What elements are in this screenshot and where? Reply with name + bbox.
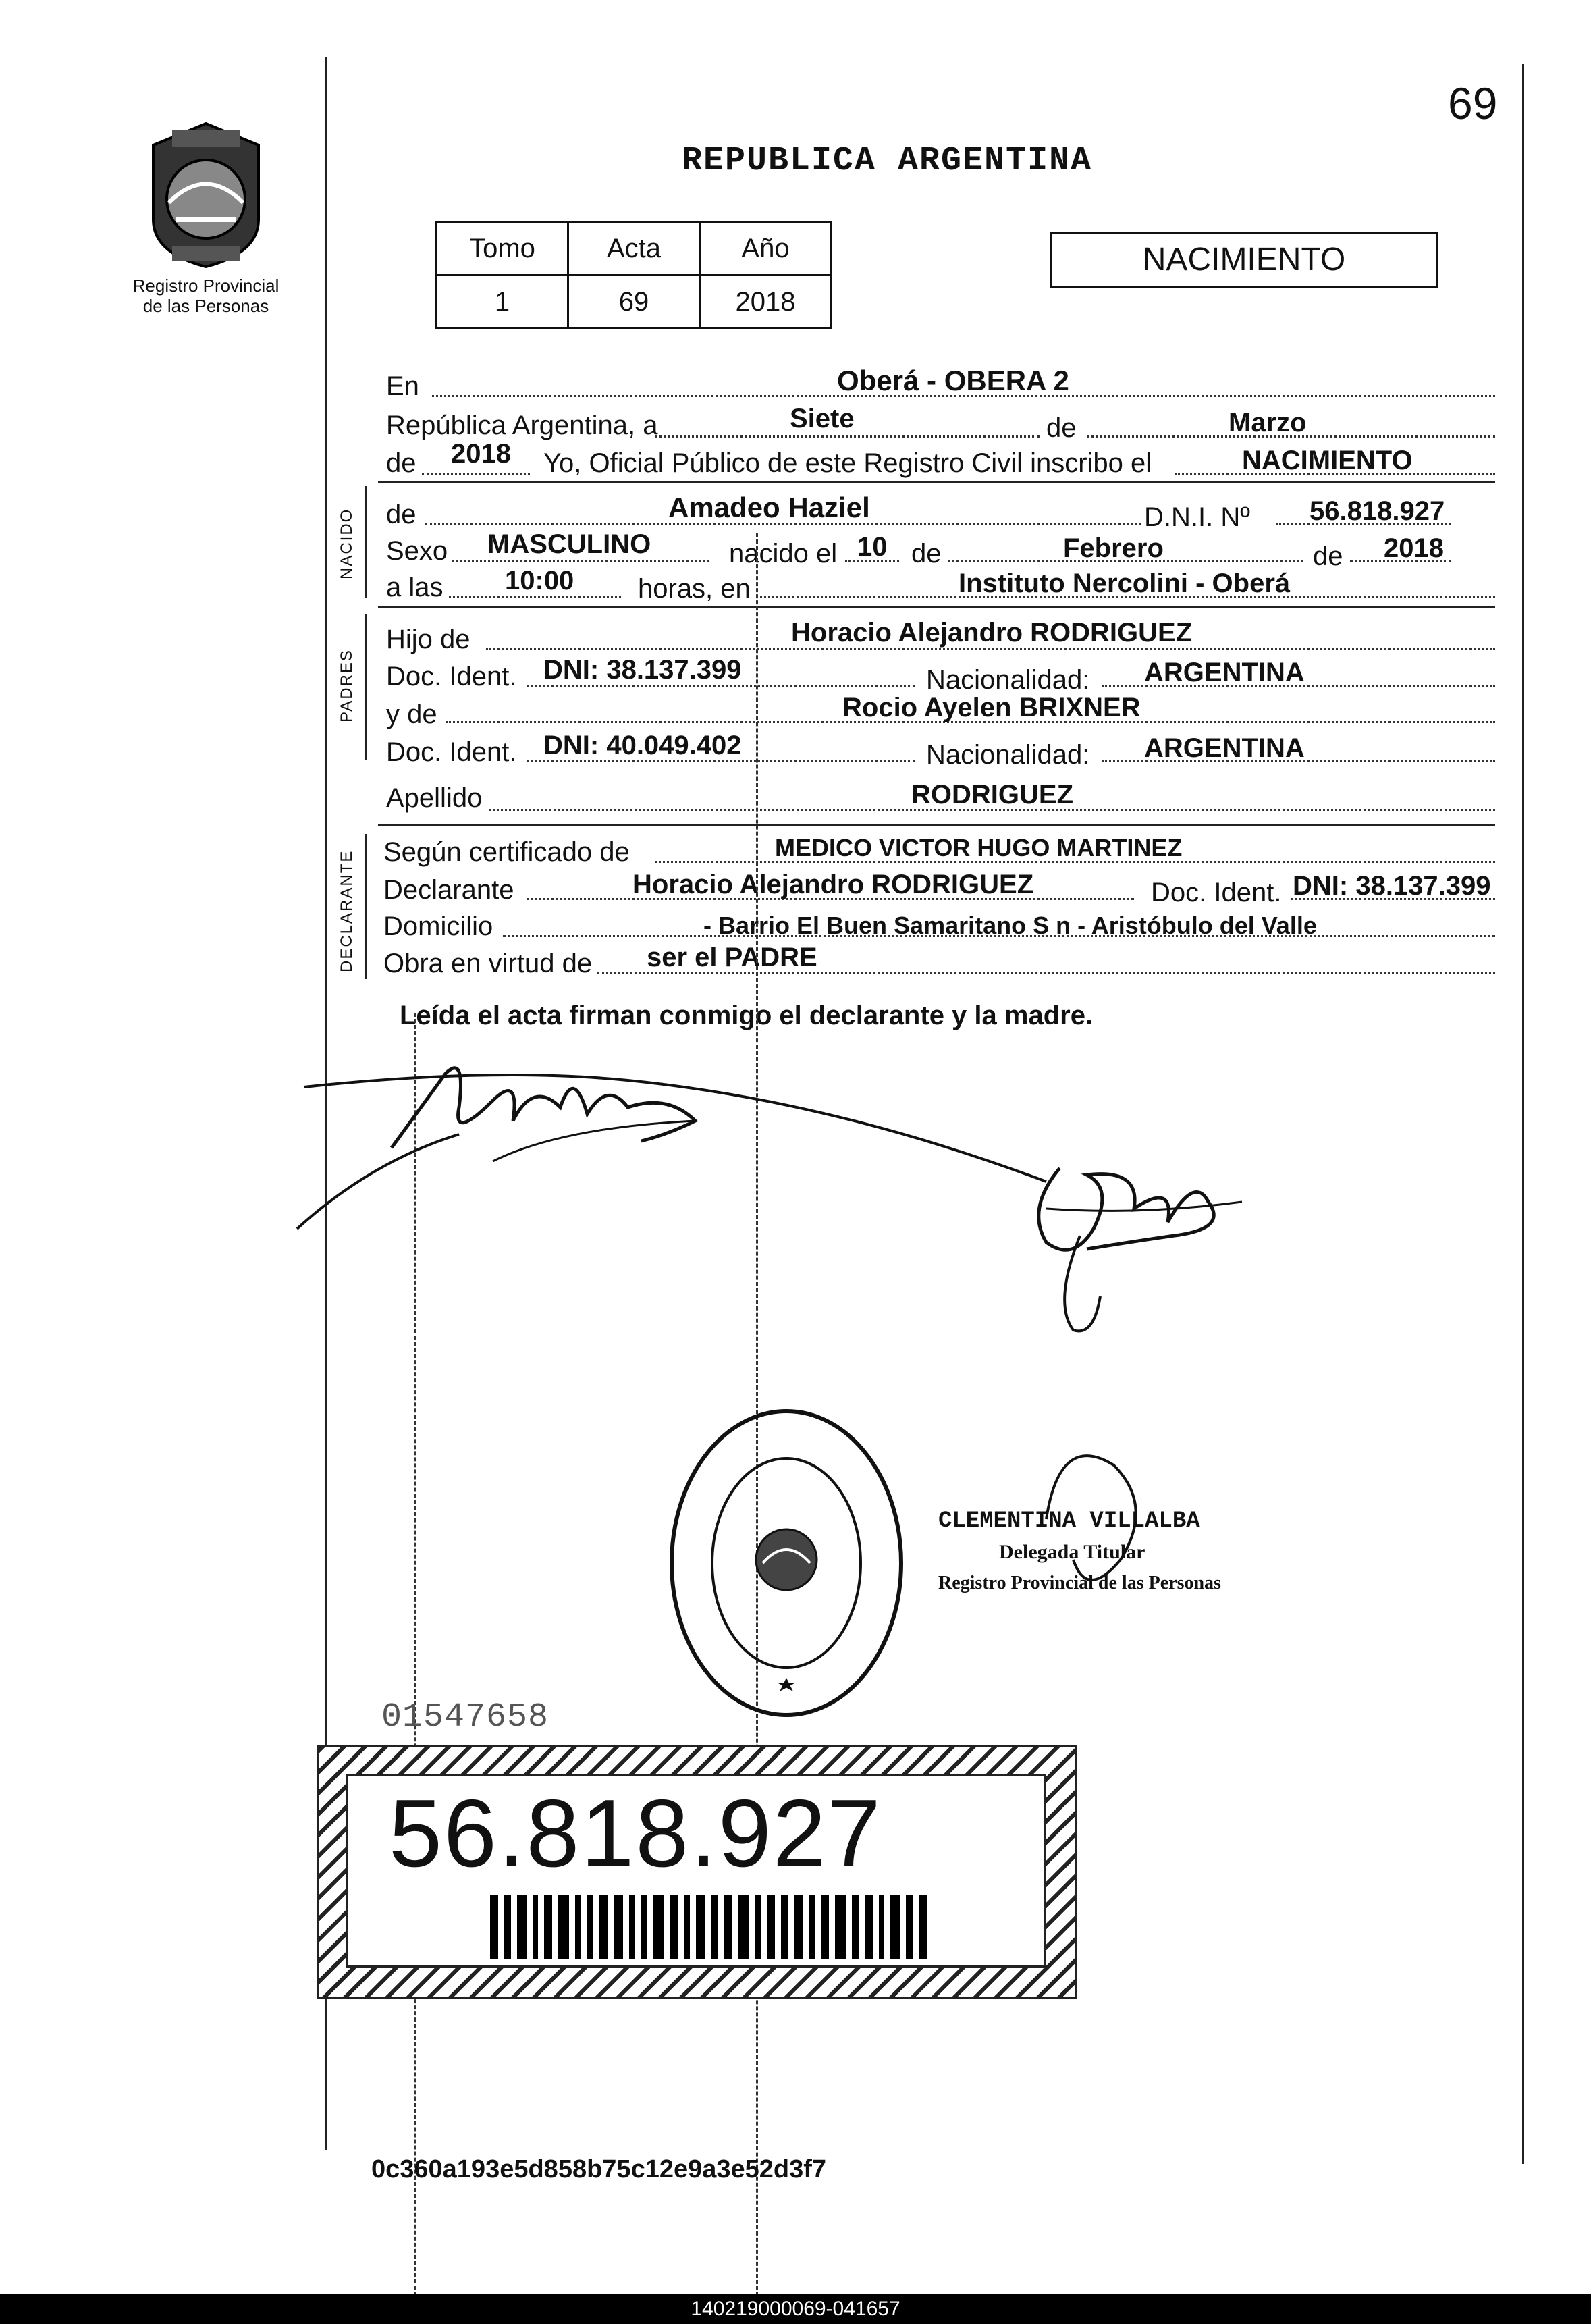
country-title: REPUBLICA ARGENTINA <box>682 142 1093 180</box>
label-hijo-de: Hijo de <box>386 625 470 654</box>
value-dia-nac: 10 <box>857 532 888 562</box>
dots-dia <box>655 435 1040 438</box>
header-acta: Acta <box>568 222 700 275</box>
rule-after-apellido <box>378 824 1495 826</box>
value-padre-nac: ARGENTINA <box>1144 658 1305 687</box>
value-padre: Horacio Alejandro RODRIGUEZ <box>791 618 1193 648</box>
value-virtud: ser el PADRE <box>647 943 817 972</box>
label-doc-ident-padre: Doc. Ident. <box>386 662 517 691</box>
footer-code: 140219000069-041657 <box>691 2298 900 2320</box>
official-office: Registro Provincial de las Personas <box>938 1573 1221 1593</box>
rule-after-nacido <box>378 606 1495 608</box>
value-anio: 2018 <box>700 275 832 329</box>
label-de-nacido: de <box>386 500 416 529</box>
rule-after-header <box>378 481 1495 483</box>
label-de-anio: de <box>386 448 416 478</box>
logo-caption-line2: de las Personas <box>142 296 269 316</box>
footer-bar <box>0 2294 1591 2324</box>
label-a-las: a las <box>386 573 443 602</box>
label-segun-certificado: Según certificado de <box>383 837 630 867</box>
registry-table <box>435 221 832 329</box>
label-en: En <box>386 371 419 401</box>
value-acta: 69 <box>568 275 700 329</box>
serial-number: 01547658 <box>381 1698 549 1737</box>
value-apellido: RODRIGUEZ <box>911 780 1073 810</box>
dni-sticker-number: 56.818.927 <box>389 1780 882 1887</box>
label-declarante: Declarante <box>383 875 514 905</box>
value-madre-nac: ARGENTINA <box>1144 733 1305 763</box>
value-mes-acta: Marzo <box>1229 408 1307 438</box>
province-logo <box>138 118 273 270</box>
official-seal <box>665 1401 908 1728</box>
value-mes-nac: Febrero <box>1063 533 1164 563</box>
official-signature <box>1006 1128 1249 1347</box>
value-sexo: MASCULINO <box>487 529 651 559</box>
official-name: CLEMENTINA VILLALBA <box>938 1508 1200 1534</box>
declarant-signature <box>290 1026 1067 1246</box>
value-lugar: Oberá - OBERA 2 <box>837 365 1069 396</box>
dots-padre-doc <box>527 685 915 687</box>
value-madre-doc: DNI: 40.049.402 <box>543 731 742 760</box>
value-declarante: Horacio Alejandro RODRIGUEZ <box>632 870 1034 899</box>
document-hash: 0c360a193e5d858b75c12e9a3e52d3f7 <box>371 2155 827 2184</box>
label-nacido-el: nacido el <box>729 539 838 569</box>
value-declarante-doc: DNI: 38.137.399 <box>1293 871 1491 901</box>
label-domicilio: Domicilio <box>383 912 493 941</box>
side-label-declarante: DECLARANTE <box>338 849 356 972</box>
label-horas-en: horas, en <box>638 574 751 604</box>
value-tipo: NACIMIENTO <box>1242 446 1413 475</box>
value-padre-doc: DNI: 38.137.399 <box>543 655 742 685</box>
official-signature-loop <box>1019 1425 1154 1617</box>
logo-caption-line1: Registro Provincial <box>132 275 279 296</box>
label-sexo: Sexo <box>386 536 448 566</box>
value-tomo: 1 <box>437 275 568 329</box>
header-tomo: Tomo <box>437 222 568 275</box>
label-de-mes: de <box>1046 413 1077 443</box>
official-title: Delegada Titular <box>999 1541 1145 1563</box>
dots-sexo <box>452 560 709 562</box>
label-nacionalidad-padre: Nacionalidad: <box>926 665 1090 695</box>
label-republica: República Argentina, a <box>386 411 658 440</box>
declarante-bracket <box>365 834 367 979</box>
padres-bracket <box>365 614 367 760</box>
dni-sticker <box>317 1745 1077 1999</box>
label-de-mes-nac: de <box>911 539 942 569</box>
value-dni: 56.818.927 <box>1310 496 1445 526</box>
nacido-bracket <box>365 486 367 598</box>
value-certificado: MEDICO VICTOR HUGO MARTINEZ <box>775 834 1183 862</box>
dni-sticker-inner <box>346 1774 1046 1968</box>
record-type-box <box>1050 232 1438 288</box>
label-nacionalidad-madre: Nacionalidad: <box>926 740 1090 770</box>
value-dia-letras: Siete <box>790 404 855 433</box>
value-anio-acta: 2018 <box>451 439 511 469</box>
page-number: 69 <box>1448 78 1498 128</box>
dots-anio <box>422 473 530 475</box>
dots-padre <box>486 648 1495 650</box>
label-oficial: Yo, Oficial Público de este Registro Civil inscribo el <box>543 448 1152 478</box>
label-obra-en-virtud: Obra en virtud de <box>383 949 593 978</box>
right-margin-line <box>1522 64 1524 2164</box>
label-doc-ident-declarante: Doc. Ident. <box>1151 878 1282 907</box>
value-nombre: Amadeo Haziel <box>668 492 870 523</box>
value-hora: 10:00 <box>505 566 574 596</box>
value-lugar-nac: Instituto Nercolini - Oberá <box>959 569 1291 598</box>
label-doc-ident-madre: Doc. Ident. <box>386 737 517 767</box>
logo-caption <box>115 275 297 316</box>
label-dni: D.N.I. Nº <box>1144 502 1250 532</box>
record-type: NACIMIENTO <box>1142 242 1346 278</box>
header-anio: Año <box>700 222 832 275</box>
side-label-padres: PADRES <box>338 649 356 722</box>
label-apellido: Apellido <box>386 783 483 813</box>
value-domicilio: - Barrio El Buen Samaritano S n - Aristóbulo del Valle <box>703 912 1317 939</box>
label-de-anio-nac: de <box>1313 542 1343 571</box>
dni-barcode <box>490 1895 976 1959</box>
side-label-nacido: NACIDO <box>338 508 356 579</box>
closing-text: Leída el acta firman conmigo el declarante y la madre. <box>400 1001 1094 1030</box>
value-anio-nac: 2018 <box>1384 533 1444 563</box>
label-y-de: y de <box>386 699 437 729</box>
value-madre: Rocio Ayelen BRIXNER <box>842 693 1141 722</box>
